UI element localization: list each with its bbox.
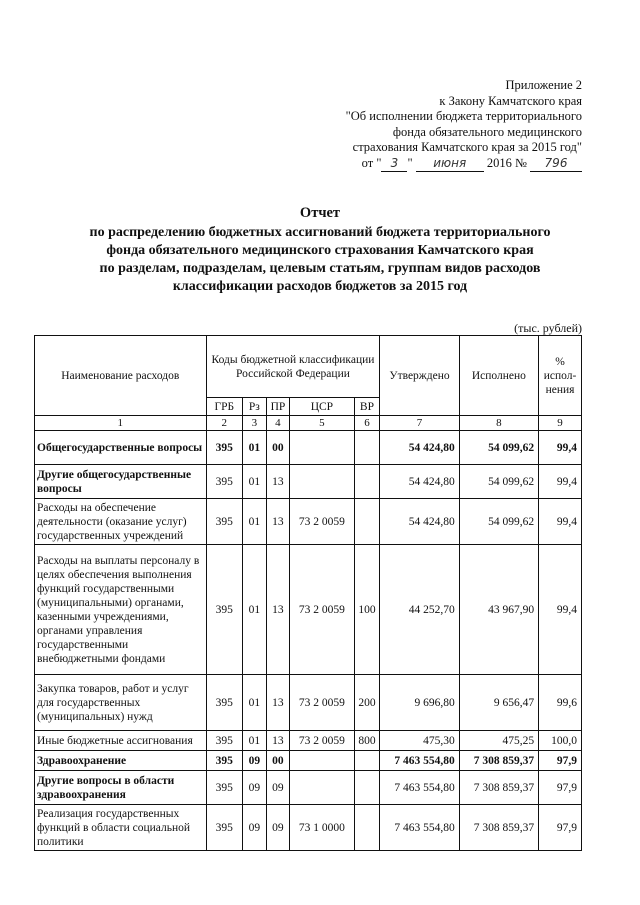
table-row <box>35 751 582 771</box>
row-rz: 01 <box>243 465 267 499</box>
header-approved: Утверждено <box>380 336 459 416</box>
table-row <box>35 431 582 465</box>
row-pct: 99,4 <box>539 545 582 675</box>
row-pr: 09 <box>266 805 290 851</box>
table-row <box>35 675 582 731</box>
row-grb: 395 <box>206 805 242 851</box>
row-vr: 200 <box>354 675 380 731</box>
row-executed: 54 099,62 <box>459 431 538 465</box>
col-number: 1 <box>35 416 207 431</box>
header-grb: ГРБ <box>206 398 242 416</box>
row-vr <box>354 771 380 805</box>
row-name: Расходы на обеспечение деятельности (оказание услуг) государственных учреждений <box>35 499 207 545</box>
table-row <box>35 731 582 751</box>
row-csr: 73 1 0000 <box>290 805 354 851</box>
appendix-date-line <box>346 156 582 173</box>
date-prefix: от " <box>361 155 382 170</box>
row-rz: 01 <box>243 675 267 731</box>
row-name: Закупка товаров, работ и услуг для государственных (муниципальных) нужд <box>35 675 207 731</box>
row-approved: 9 696,80 <box>380 675 459 731</box>
appendix-line-4: фонда обязательного медицинского <box>392 124 582 139</box>
row-rz: 01 <box>243 731 267 751</box>
table-row <box>35 545 582 675</box>
row-name: Реализация государственных функций в области социальной политики <box>35 805 207 851</box>
row-rz: 09 <box>243 771 267 805</box>
col-number: 7 <box>380 416 459 431</box>
row-csr <box>290 771 354 805</box>
table-row <box>35 465 582 499</box>
row-approved: 7 463 554,80 <box>380 805 459 851</box>
row-executed: 9 656,47 <box>459 675 538 731</box>
row-rz: 01 <box>243 499 267 545</box>
row-executed: 54 099,62 <box>459 465 538 499</box>
row-csr: 73 2 0059 <box>290 545 354 675</box>
date-month: июня <box>416 156 484 173</box>
col-number: 2 <box>206 416 242 431</box>
row-approved: 7 463 554,80 <box>380 751 459 771</box>
row-grb: 395 <box>206 771 242 805</box>
report-title <box>40 204 600 296</box>
row-executed: 7 308 859,37 <box>459 771 538 805</box>
row-grb: 395 <box>206 431 242 465</box>
row-vr <box>354 499 380 545</box>
date-mid: " <box>407 155 413 170</box>
appendix-line-3: "Об исполнении бюджета территориального <box>345 109 582 123</box>
table-row <box>35 499 582 545</box>
row-name: Расходы на выплаты персоналу в целях обеспечения выполнения функций государственными (муниципальными) органами, казенными учреждениями, органами управления государственными внебюджетными фондами <box>35 545 207 675</box>
header-name: Наименование расходов <box>35 336 207 416</box>
row-name: Другие общегосударственные вопросы <box>35 465 207 499</box>
row-vr <box>354 431 380 465</box>
row-csr <box>290 465 354 499</box>
row-executed: 7 308 859,37 <box>459 805 538 851</box>
report-title-line-1: по распределению бюджетных ассигнований бюджета территориального <box>89 225 551 240</box>
row-rz: 09 <box>243 751 267 771</box>
row-approved: 7 463 554,80 <box>380 771 459 805</box>
row-pr: 09 <box>266 771 290 805</box>
row-pct: 99,4 <box>539 499 582 545</box>
col-number: 4 <box>266 416 290 431</box>
row-csr: 73 2 0059 <box>290 675 354 731</box>
appendix-block <box>346 78 582 172</box>
units-label: (тыс. рублей) <box>514 321 582 335</box>
report-heading: Отчет <box>299 205 341 221</box>
row-executed: 475,25 <box>459 731 538 751</box>
row-approved: 54 424,80 <box>380 499 459 545</box>
date-year-no: 2016 № <box>486 155 527 170</box>
row-executed: 43 967,90 <box>459 545 538 675</box>
row-csr <box>290 751 354 771</box>
report-title-line-2: фонда обязательного медицинского страхования Камчатского края <box>106 243 534 258</box>
row-pct: 97,9 <box>539 805 582 851</box>
row-name: Общегосударственные вопросы <box>35 431 207 465</box>
col-number: 9 <box>539 416 582 431</box>
row-grb: 395 <box>206 465 242 499</box>
row-rz: 01 <box>243 545 267 675</box>
row-rz: 09 <box>243 805 267 851</box>
appendix-line-2: к Закону Камчатского края <box>439 93 582 108</box>
date-day: 3 <box>381 156 407 173</box>
header-rz: Рз <box>243 398 267 416</box>
row-grb: 395 <box>206 675 242 731</box>
row-pct: 97,9 <box>539 751 582 771</box>
row-pr: 00 <box>266 751 290 771</box>
col-number: 3 <box>243 416 267 431</box>
row-approved: 44 252,70 <box>380 545 459 675</box>
row-pr: 13 <box>266 499 290 545</box>
header-pr: ПР <box>266 398 290 416</box>
row-pct: 99,4 <box>539 431 582 465</box>
row-pr: 13 <box>266 731 290 751</box>
col-number: 8 <box>459 416 538 431</box>
document-number: 796 <box>530 156 582 173</box>
row-executed: 54 099,62 <box>459 499 538 545</box>
col-number: 6 <box>354 416 380 431</box>
row-pct: 100,0 <box>539 731 582 751</box>
row-vr <box>354 805 380 851</box>
col-number: 5 <box>290 416 354 431</box>
row-name: Здравоохранение <box>35 751 207 771</box>
row-approved: 54 424,80 <box>380 465 459 499</box>
table-row <box>35 771 582 805</box>
row-vr <box>354 751 380 771</box>
row-pct: 99,4 <box>539 465 582 499</box>
row-approved: 54 424,80 <box>380 431 459 465</box>
row-grb: 395 <box>206 545 242 675</box>
header-csr: ЦСР <box>290 398 354 416</box>
row-grb: 395 <box>206 751 242 771</box>
row-vr <box>354 465 380 499</box>
row-approved: 475,30 <box>380 731 459 751</box>
header-vr: ВР <box>354 398 380 416</box>
row-vr: 800 <box>354 731 380 751</box>
row-pct: 97,9 <box>539 771 582 805</box>
row-grb: 395 <box>206 499 242 545</box>
report-table <box>34 335 582 851</box>
row-csr <box>290 431 354 465</box>
row-rz: 01 <box>243 431 267 465</box>
row-pct: 99,6 <box>539 675 582 731</box>
appendix-line-5: страхования Камчатского края за 2015 год" <box>352 140 582 154</box>
header-executed: Исполнено <box>459 336 538 416</box>
report-title-line-3: по разделам, подразделам, целевым статьям, группам видов расходов <box>99 261 541 276</box>
row-grb: 395 <box>206 731 242 751</box>
table-row <box>35 805 582 851</box>
row-csr: 73 2 0059 <box>290 731 354 751</box>
row-executed: 7 308 859,37 <box>459 751 538 771</box>
header-codes: Коды бюджетной классификации Российской Федерации <box>206 336 380 398</box>
row-pr: 13 <box>266 675 290 731</box>
header-pct: % испол-нения <box>539 336 582 416</box>
row-pr: 13 <box>266 465 290 499</box>
row-pr: 13 <box>266 545 290 675</box>
row-csr: 73 2 0059 <box>290 499 354 545</box>
row-name: Другие вопросы в области здравоохранения <box>35 771 207 805</box>
row-name: Иные бюджетные ассигнования <box>35 731 207 751</box>
row-vr: 100 <box>354 545 380 675</box>
appendix-line-1: Приложение 2 <box>505 78 582 92</box>
report-title-line-4: классификации расходов бюджетов за 2015 год <box>172 279 468 294</box>
row-pr: 00 <box>266 431 290 465</box>
